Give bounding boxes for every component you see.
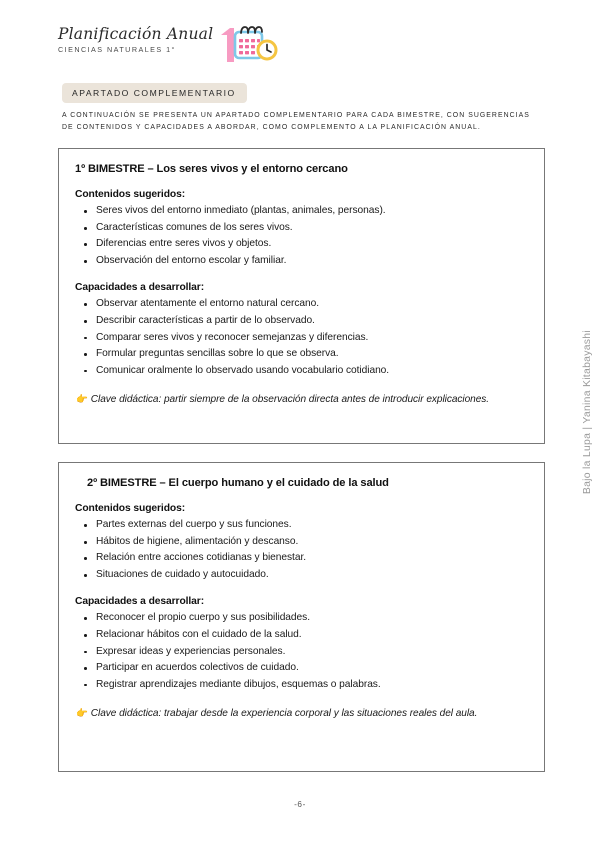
page-header — [58, 22, 518, 68]
bimester-2-contents-heading: Contenidos sugeridos: — [75, 503, 186, 515]
bimester-1-capacities-heading: Capacidades a desarrollar: — [75, 282, 205, 294]
list-item: Formular preguntas sencillas sobre lo que se observa. — [75, 346, 528, 363]
bimester-box-2 — [58, 462, 545, 772]
list-item: Comunicar oralmente lo observado usando vocabulario cotidiano. — [75, 363, 528, 380]
pointing-hand-icon: 👉 — [76, 394, 88, 406]
bimester-2-contents-list — [75, 517, 528, 583]
list-item: Expresar ideas y experiencias personales. — [75, 644, 528, 661]
bimester-1-contents-heading: Contenidos sugeridos: — [75, 189, 186, 201]
bimester-2-key-note — [75, 706, 528, 721]
bimester-box-1-inner — [59, 149, 544, 418]
bimester-1-key-note — [75, 392, 528, 407]
list-item: Hábitos de higiene, alimentación y descanso. — [75, 534, 528, 551]
side-credit-text: Bajo la Lupa | Yanina Kitabayashi — [581, 330, 593, 495]
list-item: Relación entre acciones cotidianas y bienestar. — [75, 550, 528, 567]
list-item: Reconocer el propio cuerpo y sus posibilidades. — [75, 610, 528, 627]
side-credit — [578, 330, 596, 560]
bimester-1-key-note-text: Clave didáctica: partir siempre de la observación directa antes de introducir explicaciones. — [90, 394, 490, 406]
bimester-2-title: 2º BIMESTRE – El cuerpo humano y el cuidado de la salud — [87, 477, 389, 489]
list-item: Seres vivos del entorno inmediato (plantas, animales, personas). — [75, 203, 528, 220]
list-item: Observar atentamente el entorno natural cercano. — [75, 296, 528, 313]
bimester-1-contents-list — [75, 203, 528, 269]
bimester-2-capacities-list — [75, 610, 528, 693]
bimester-1-capacities-list — [75, 296, 528, 379]
bimester-box-2-inner — [59, 463, 544, 732]
page-subtitle: CIENCIAS NATURALES 1° — [58, 45, 176, 55]
section-badge: APARTADO COMPLEMENTARIO — [62, 83, 247, 103]
page-number: -6- — [294, 800, 306, 809]
list-item: Describir características a partir de lo observado. — [75, 313, 528, 330]
bimester-box-1 — [58, 148, 545, 444]
bimester-2-capacities-heading: Capacidades a desarrollar: — [75, 596, 205, 608]
list-item: Diferencias entre seres vivos y objetos. — [75, 236, 528, 253]
list-item: Relacionar hábitos con el cuidado de la salud. — [75, 627, 528, 644]
bimester-1-title: 1º BIMESTRE – Los seres vivos y el entorno cercano — [75, 163, 348, 175]
bimester-2-key-note-text: Clave didáctica: trabajar desde la experiencia corporal y las situaciones reales del aula. — [90, 708, 478, 720]
list-item: Registrar aprendizajes mediante dibujos, esquemas o palabras. — [75, 677, 528, 694]
intro-paragraph: A CONTINUACIÓN SE PRESENTA UN APARTADO COMPLEMENTARIO PARA CADA BIMESTRE, CON SUGERENCIAS DE CONTENIDOS Y CAPACIDADES A ABORDAR, COMO COMPLEMENTO A LA PLANIFICACIÓN ANUAL. — [62, 112, 530, 132]
brand-text-block — [58, 22, 213, 54]
pointing-hand-icon: 👉 — [76, 708, 88, 720]
list-item: Observación del entorno escolar y familiar. — [75, 253, 528, 270]
page-footer — [0, 800, 600, 809]
list-item: Participar en acuerdos colectivos de cuidado. — [75, 660, 528, 677]
list-item: Partes externas del cuerpo y sus funciones. — [75, 517, 528, 534]
calendar-clock-icon — [217, 22, 283, 66]
list-item: Características comunes de los seres vivos. — [75, 220, 528, 237]
page-title: Planificación Anual — [58, 25, 214, 43]
list-item: Comparar seres vivos y reconocer semejanzas y diferencias. — [75, 330, 528, 347]
list-item: Situaciones de cuidado y autocuidado. — [75, 567, 528, 584]
